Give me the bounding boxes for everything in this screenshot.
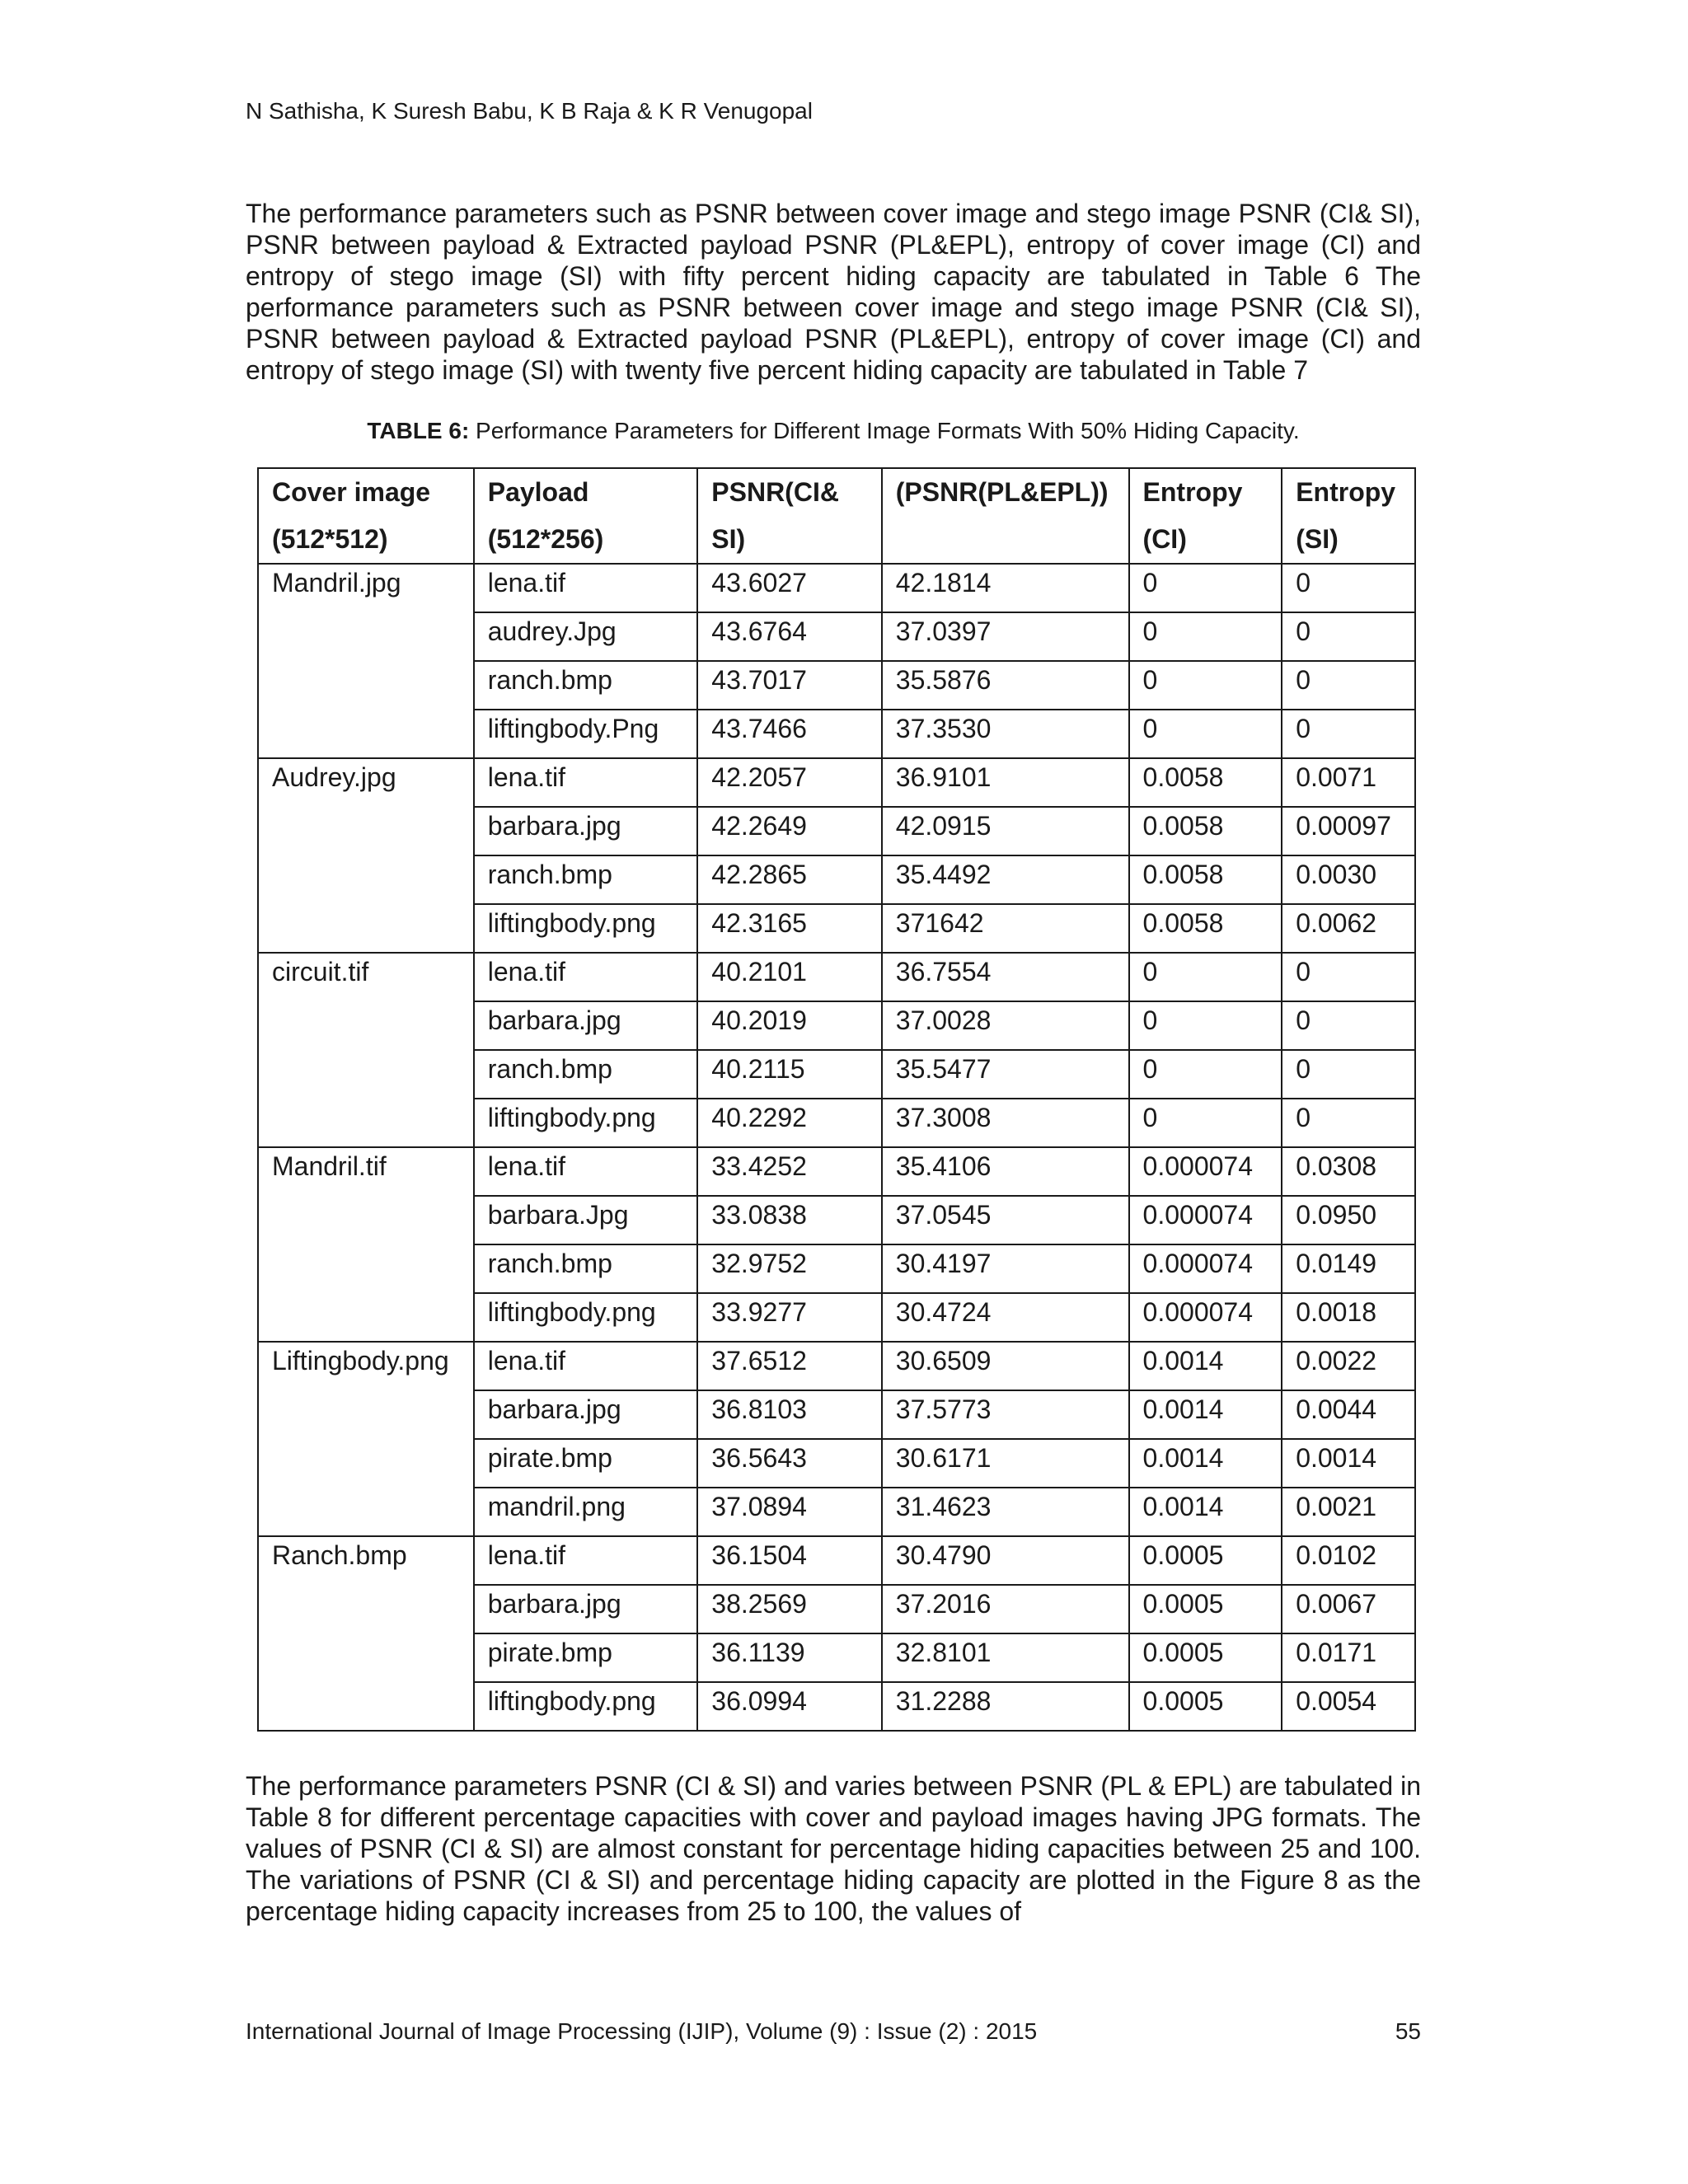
entropy-si-cell: 0.0071 <box>1282 758 1415 807</box>
footer-journal: International Journal of Image Processing (IJIP), Volume (9) : Issue (2) : 2015 <box>246 2018 1038 2044</box>
payload-cell: barbara.Jpg <box>474 1196 698 1244</box>
entropy-si-cell: 0 <box>1282 564 1415 612</box>
psnr-pl-epl-cell: 30.4724 <box>882 1293 1129 1342</box>
discussion-paragraph: The performance parameters PSNR (CI & SI) and varies between PSNR (PL & EPL) are tabulated in Table 8 for different percentage capacities with cover and payload images having JPG formats. The values of PSNR (CI & SI) are almost constant for percentage hiding capacities between 25 and 100. The variations of PSNR (CI & SI) and percentage hiding capacity are plotted in the Figure 8 as the percentage hiding capacity increases from 25 to 100, the values of <box>246 1771 1421 1926</box>
entropy-ci-cell: 0.0014 <box>1129 1342 1282 1390</box>
entropy-si-cell: 0 <box>1282 710 1415 758</box>
payload-cell: ranch.bmp <box>474 661 698 710</box>
header-cover-image: Cover image (512*512) <box>258 468 474 564</box>
psnr-ci-si-cell: 42.3165 <box>697 904 882 953</box>
psnr-pl-epl-cell: 30.4197 <box>882 1244 1129 1293</box>
entropy-si-cell: 0.0021 <box>1282 1488 1415 1536</box>
table-caption <box>246 417 1421 445</box>
psnr-pl-epl-cell: 37.0028 <box>882 1001 1129 1050</box>
header-entropy-si: Entropy (SI) <box>1282 468 1415 564</box>
psnr-pl-epl-cell: 30.6509 <box>882 1342 1129 1390</box>
psnr-pl-epl-cell: 30.4790 <box>882 1536 1129 1585</box>
entropy-si-cell: 0.0950 <box>1282 1196 1415 1244</box>
cover-image-cell: Ranch.bmp <box>258 1536 474 1731</box>
psnr-pl-epl-cell: 35.5477 <box>882 1050 1129 1099</box>
psnr-pl-epl-cell: 42.0915 <box>882 807 1129 855</box>
cover-image-cell: Audrey.jpg <box>258 758 474 953</box>
cover-image-cell: Liftingbody.png <box>258 1342 474 1536</box>
entropy-ci-cell: 0.0058 <box>1129 807 1282 855</box>
psnr-ci-si-cell: 36.5643 <box>697 1439 882 1488</box>
psnr-ci-si-cell: 43.6764 <box>697 612 882 661</box>
psnr-ci-si-cell: 38.2569 <box>697 1585 882 1633</box>
payload-cell: liftingbody.png <box>474 1293 698 1342</box>
payload-cell: lena.tif <box>474 1147 698 1196</box>
entropy-si-cell: 0.0014 <box>1282 1439 1415 1488</box>
entropy-si-cell: 0.00097 <box>1282 807 1415 855</box>
psnr-pl-epl-cell: 31.2288 <box>882 1682 1129 1731</box>
cover-image-cell: circuit.tif <box>258 953 474 1147</box>
entropy-si-cell: 0.0067 <box>1282 1585 1415 1633</box>
payload-cell: barbara.jpg <box>474 1585 698 1633</box>
psnr-ci-si-cell: 33.9277 <box>697 1293 882 1342</box>
psnr-ci-si-cell: 40.2019 <box>697 1001 882 1050</box>
table-row <box>258 1147 1415 1196</box>
psnr-ci-si-cell: 37.0894 <box>697 1488 882 1536</box>
psnr-pl-epl-cell: 37.2016 <box>882 1585 1129 1633</box>
psnr-pl-epl-cell: 32.8101 <box>882 1633 1129 1682</box>
intro-paragraph: The performance parameters such as PSNR between cover image and stego image PSNR (CI& SI), PSNR between payload & Extracted payload PSNR (PL&EPL), entropy of cover image (CI) and entropy of stego image (SI) with fifty percent hiding capacity are tabulated in Table 6 The performance parameters such as PSNR between cover image and stego image PSNR (CI& SI), PSNR between payload & Extracted payload PSNR (PL&EPL), entropy of cover image (CI) and entropy of stego image (SI) with twenty five percent hiding capacity are tabulated in Table 7 <box>246 199 1421 385</box>
payload-cell: liftingbody.png <box>474 1682 698 1731</box>
entropy-si-cell: 0 <box>1282 1099 1415 1147</box>
entropy-ci-cell: 0 <box>1129 1099 1282 1147</box>
psnr-pl-epl-cell: 371642 <box>882 904 1129 953</box>
entropy-si-cell: 0.0062 <box>1282 904 1415 953</box>
entropy-ci-cell: 0 <box>1129 612 1282 661</box>
table-row <box>258 1536 1415 1585</box>
table-row <box>258 1342 1415 1390</box>
entropy-ci-cell: 0 <box>1129 710 1282 758</box>
page-number: 55 <box>1395 2018 1421 2044</box>
table-row <box>258 758 1415 807</box>
psnr-pl-epl-cell: 37.0545 <box>882 1196 1129 1244</box>
psnr-ci-si-cell: 40.2292 <box>697 1099 882 1147</box>
table-body <box>258 564 1415 1731</box>
psnr-ci-si-cell: 33.4252 <box>697 1147 882 1196</box>
psnr-pl-epl-cell: 35.4106 <box>882 1147 1129 1196</box>
entropy-si-cell: 0.0308 <box>1282 1147 1415 1196</box>
payload-cell: pirate.bmp <box>474 1439 698 1488</box>
payload-cell: lena.tif <box>474 1536 698 1585</box>
psnr-ci-si-cell: 36.0994 <box>697 1682 882 1731</box>
entropy-ci-cell: 0 <box>1129 564 1282 612</box>
entropy-ci-cell: 0.000074 <box>1129 1244 1282 1293</box>
table-caption-label: TABLE 6: <box>367 418 470 443</box>
cover-image-cell: Mandril.tif <box>258 1147 474 1342</box>
entropy-si-cell: 0.0149 <box>1282 1244 1415 1293</box>
psnr-pl-epl-cell: 37.0397 <box>882 612 1129 661</box>
header-psnr-ci-si: PSNR(CI& SI) <box>697 468 882 564</box>
psnr-pl-epl-cell: 37.3008 <box>882 1099 1129 1147</box>
results-table <box>257 467 1416 1732</box>
payload-cell: lena.tif <box>474 1342 698 1390</box>
psnr-pl-epl-cell: 35.5876 <box>882 661 1129 710</box>
entropy-si-cell: 0.0054 <box>1282 1682 1415 1731</box>
psnr-ci-si-cell: 42.2649 <box>697 807 882 855</box>
psnr-ci-si-cell: 32.9752 <box>697 1244 882 1293</box>
entropy-si-cell: 0.0171 <box>1282 1633 1415 1682</box>
psnr-ci-si-cell: 43.7466 <box>697 710 882 758</box>
header-psnr-pl-epl: (PSNR(PL&EPL)) <box>882 468 1129 564</box>
psnr-pl-epl-cell: 30.6171 <box>882 1439 1129 1488</box>
payload-cell: pirate.bmp <box>474 1633 698 1682</box>
payload-cell: liftingbody.png <box>474 1099 698 1147</box>
entropy-ci-cell: 0.0058 <box>1129 855 1282 904</box>
payload-cell: barbara.jpg <box>474 1001 698 1050</box>
psnr-ci-si-cell: 36.1504 <box>697 1536 882 1585</box>
payload-cell: barbara.jpg <box>474 807 698 855</box>
entropy-ci-cell: 0 <box>1129 1001 1282 1050</box>
running-header: N Sathisha, K Suresh Babu, K B Raja & K R Venugopal <box>246 98 813 124</box>
payload-cell: ranch.bmp <box>474 1050 698 1099</box>
entropy-ci-cell: 0.000074 <box>1129 1293 1282 1342</box>
table-header-row <box>258 468 1415 564</box>
entropy-ci-cell: 0.0005 <box>1129 1633 1282 1682</box>
table-row <box>258 953 1415 1001</box>
entropy-si-cell: 0.0044 <box>1282 1390 1415 1439</box>
psnr-ci-si-cell: 40.2101 <box>697 953 882 1001</box>
entropy-ci-cell: 0.0014 <box>1129 1488 1282 1536</box>
psnr-pl-epl-cell: 36.7554 <box>882 953 1129 1001</box>
entropy-si-cell: 0.0018 <box>1282 1293 1415 1342</box>
entropy-si-cell: 0.0102 <box>1282 1536 1415 1585</box>
entropy-ci-cell: 0.0058 <box>1129 904 1282 953</box>
entropy-si-cell: 0 <box>1282 661 1415 710</box>
header-entropy-ci: Entropy (CI) <box>1129 468 1282 564</box>
payload-cell: ranch.bmp <box>474 855 698 904</box>
payload-cell: lena.tif <box>474 953 698 1001</box>
entropy-si-cell: 0.0022 <box>1282 1342 1415 1390</box>
psnr-ci-si-cell: 33.0838 <box>697 1196 882 1244</box>
psnr-pl-epl-cell: 37.5773 <box>882 1390 1129 1439</box>
psnr-ci-si-cell: 43.7017 <box>697 661 882 710</box>
psnr-ci-si-cell: 42.2865 <box>697 855 882 904</box>
psnr-pl-epl-cell: 37.3530 <box>882 710 1129 758</box>
entropy-si-cell: 0.0030 <box>1282 855 1415 904</box>
payload-cell: mandril.png <box>474 1488 698 1536</box>
header-payload: Payload (512*256) <box>474 468 698 564</box>
entropy-ci-cell: 0.0014 <box>1129 1439 1282 1488</box>
payload-cell: audrey.Jpg <box>474 612 698 661</box>
entropy-si-cell: 0 <box>1282 953 1415 1001</box>
payload-cell: ranch.bmp <box>474 1244 698 1293</box>
payload-cell: liftingbody.Png <box>474 710 698 758</box>
entropy-ci-cell: 0 <box>1129 953 1282 1001</box>
entropy-si-cell: 0 <box>1282 1050 1415 1099</box>
entropy-ci-cell: 0.000074 <box>1129 1147 1282 1196</box>
psnr-pl-epl-cell: 35.4492 <box>882 855 1129 904</box>
psnr-ci-si-cell: 42.2057 <box>697 758 882 807</box>
payload-cell: barbara.jpg <box>474 1390 698 1439</box>
entropy-si-cell: 0 <box>1282 1001 1415 1050</box>
page-footer <box>246 2018 1421 2046</box>
psnr-ci-si-cell: 36.1139 <box>697 1633 882 1682</box>
entropy-ci-cell: 0.0014 <box>1129 1390 1282 1439</box>
payload-cell: liftingbody.png <box>474 904 698 953</box>
psnr-pl-epl-cell: 36.9101 <box>882 758 1129 807</box>
table-row <box>258 564 1415 612</box>
cover-image-cell: Mandril.jpg <box>258 564 474 758</box>
entropy-ci-cell: 0.0058 <box>1129 758 1282 807</box>
entropy-ci-cell: 0 <box>1129 661 1282 710</box>
entropy-si-cell: 0 <box>1282 612 1415 661</box>
payload-cell: lena.tif <box>474 564 698 612</box>
entropy-ci-cell: 0 <box>1129 1050 1282 1099</box>
payload-cell: lena.tif <box>474 758 698 807</box>
entropy-ci-cell: 0.0005 <box>1129 1585 1282 1633</box>
psnr-ci-si-cell: 40.2115 <box>697 1050 882 1099</box>
entropy-ci-cell: 0.0005 <box>1129 1536 1282 1585</box>
psnr-ci-si-cell: 43.6027 <box>697 564 882 612</box>
table-caption-text: Performance Parameters for Different Image Formats With 50% Hiding Capacity. <box>469 418 1300 443</box>
entropy-ci-cell: 0.0005 <box>1129 1682 1282 1731</box>
psnr-pl-epl-cell: 31.4623 <box>882 1488 1129 1536</box>
psnr-ci-si-cell: 36.8103 <box>697 1390 882 1439</box>
entropy-ci-cell: 0.000074 <box>1129 1196 1282 1244</box>
psnr-pl-epl-cell: 42.1814 <box>882 564 1129 612</box>
psnr-ci-si-cell: 37.6512 <box>697 1342 882 1390</box>
